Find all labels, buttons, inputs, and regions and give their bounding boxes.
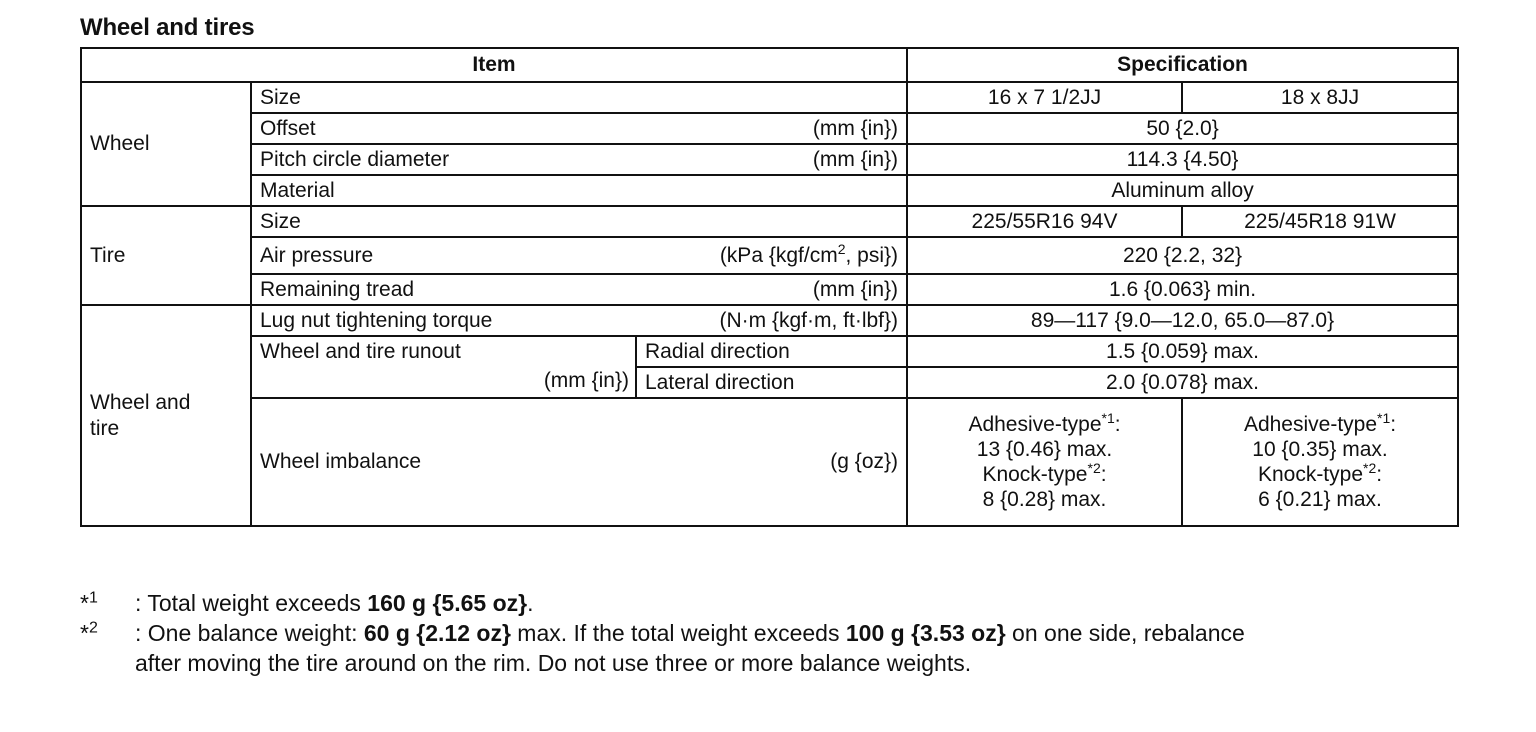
spec-imbalance-18: [1182, 398, 1458, 526]
group-wheel-and-tire: [81, 305, 251, 526]
imbalance-knock-value: 8 {0.28} max.: [982, 488, 1107, 512]
header-item: Item: [81, 48, 907, 82]
item-unit: (mm {in}): [812, 277, 899, 301]
table-row: [81, 398, 1458, 526]
imbalance-adhesive-value: 10 {0.35} max.: [1252, 437, 1388, 461]
group-wheel: Wheel: [81, 82, 251, 206]
table-row: [81, 144, 1458, 175]
item-runout: [251, 336, 636, 398]
imbalance-adhesive: Adhesive-type$^{*1}$:: [1243, 409, 1397, 436]
footnotes: [80, 588, 1500, 678]
item-tread: [251, 274, 907, 305]
spec-wheel-size-16: 16 x 7 1/2JJ: [907, 82, 1182, 113]
spec-pcd: 114.3 {4.50}: [907, 144, 1458, 175]
item-offset: [251, 113, 907, 144]
footnote-2-line2: after moving the tire around on the rim. Do not use three or more balance weights.: [135, 650, 972, 676]
imbalance-knock-value: 6 {0.21} max.: [1258, 488, 1382, 512]
spec-imbalance-16: [907, 398, 1182, 526]
spec-tread: 1.6 {0.063} min.: [907, 274, 1458, 305]
item-unit: (mm {in}): [812, 116, 899, 140]
footnote-mark: *$^1$: [80, 589, 98, 616]
group-label: Wheel and tire: [90, 391, 191, 440]
item-label: Size: [260, 209, 301, 233]
item-unit: (mm {in}): [812, 147, 899, 171]
imbalance-adhesive-value: 13 {0.46} max.: [976, 437, 1113, 461]
item-lug-nut: [251, 305, 907, 336]
imbalance-knock: Knock-type$^{*2}$:: [982, 460, 1107, 486]
spec-wheel-size-18: 18 x 8JJ: [1182, 82, 1458, 113]
item-unit: (N·m {kgf·m, ft·lbf}): [719, 308, 899, 332]
header-row: [81, 48, 1458, 82]
item-label: Material: [260, 178, 335, 202]
table-row: [81, 206, 1458, 237]
spec-tire-size-18: 225/45R18 91W: [1182, 206, 1458, 237]
item-imbalance: [251, 398, 907, 526]
table-row: [81, 305, 1458, 336]
table-row: [81, 113, 1458, 144]
item-unit: (mm {in}): [543, 368, 629, 392]
spec-lug-nut: 89—117 {9.0—12.0, 65.0—87.0}: [907, 305, 1458, 336]
item-tire-size: [251, 206, 907, 237]
item-radial-direction: Radial direction: [636, 336, 907, 367]
unit-part: , psi}): [845, 243, 899, 267]
item-air-pressure: [251, 237, 907, 274]
footnote-mark: *$^2$: [80, 619, 98, 646]
table-row: [81, 82, 1458, 113]
item-unit: (g {oz}): [830, 450, 899, 474]
spec-radial: 1.5 {0.059} max.: [907, 336, 1458, 367]
item-label: Pitch circle diameter: [260, 147, 450, 171]
table-row: [81, 336, 1458, 367]
item-label: Remaining tread: [260, 277, 415, 301]
item-lateral-direction: Lateral direction: [636, 367, 907, 398]
footnote-2: *$^2$ : One balance weight: 60 g {2.12 oz} max. If the total weight exceeds 100 g {3.53 oz} on one side, rebalance after moving the tire around on the rim. Do not use three or more balance weights.: [80, 618, 1500, 678]
spec-tire-size-16: 225/55R16 94V: [907, 206, 1182, 237]
page-title: Wheel and tires: [80, 14, 255, 41]
item-pcd: [251, 144, 907, 175]
item-label: Offset: [260, 116, 316, 140]
spec-table: [80, 47, 1459, 527]
imbalance-knock: Knock-type$^{*2}$:: [1257, 460, 1383, 486]
table-row: [81, 237, 1458, 274]
spec-air-pressure: 220 {2.2, 32}: [907, 237, 1458, 274]
item-wheel-size: [251, 82, 907, 113]
header-specification: Specification: [907, 48, 1458, 82]
group-tire: Tire: [81, 206, 251, 305]
item-label: Size: [260, 85, 301, 109]
footnote-1: *$^1$ : Total weight exceeds 160 g {5.65 oz}.: [80, 589, 534, 616]
imbalance-adhesive: Adhesive-type$^{*1}$:: [968, 409, 1121, 436]
unit-part: (kPa {kgf/cm: [719, 243, 838, 267]
table-row: [81, 175, 1458, 206]
item-label: Wheel imbalance: [260, 450, 422, 474]
item-label: Lug nut tightening torque: [260, 308, 493, 332]
item-material: [251, 175, 907, 206]
spec-offset: 50 {2.0}: [907, 113, 1458, 144]
item-label: Wheel and tire runout: [260, 340, 461, 363]
unit-superscript: 2: [837, 240, 846, 257]
table-row: [81, 274, 1458, 305]
item-label: Air pressure: [260, 243, 374, 267]
item-unit: [719, 240, 899, 268]
spec-lateral: 2.0 {0.078} max.: [907, 367, 1458, 398]
spec-material: Aluminum alloy: [907, 175, 1458, 206]
